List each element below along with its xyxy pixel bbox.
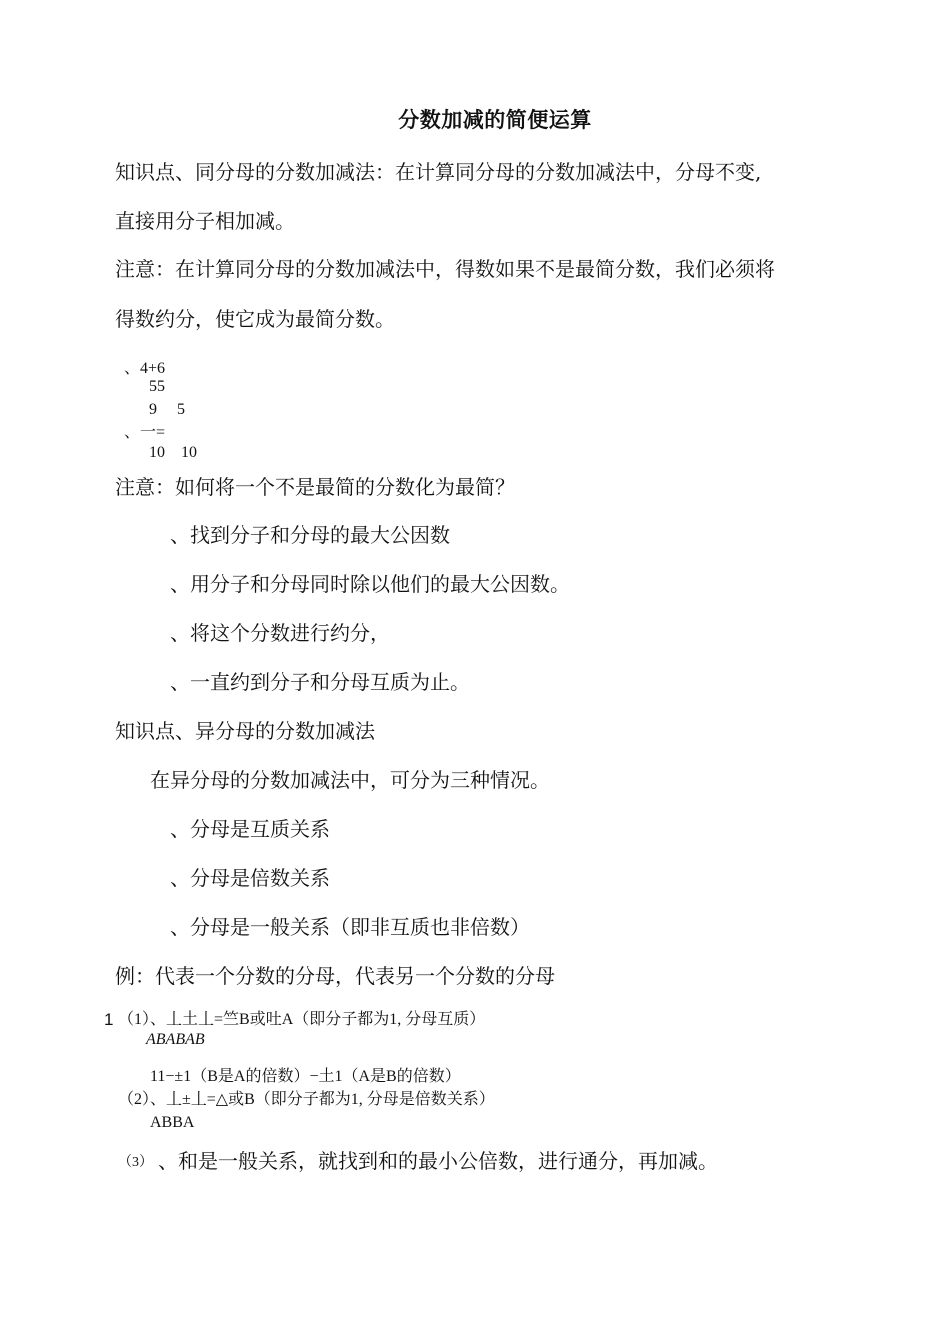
note-1-line-2: 得数约分，使它成为最简分数。: [115, 307, 395, 331]
rule-3: 、和是一般关系，就找到和的最小公倍数，进行通分，再加减。: [158, 1149, 718, 1173]
example-b-numerators: 9 5: [149, 401, 186, 418]
case-2: 、分母是倍数关系: [170, 866, 330, 890]
rule-1-letters: ABABAB: [146, 1031, 205, 1048]
case-1: 、分母是互质关系: [170, 817, 330, 841]
example-b-expression: 、一=: [124, 424, 166, 441]
rule-2-letters: ABBA: [150, 1114, 195, 1131]
knowledge-point-2: 知识点、异分母的分数加减法: [115, 719, 375, 743]
case-3: 、分母是一般关系（即非互质也非倍数）: [170, 915, 530, 939]
rule-1-number: 1: [104, 1010, 114, 1029]
knowledge-point-1-line-2: 直接用分子相加减。: [115, 209, 295, 233]
knowledge-point-1-line-1: 知识点、同分母的分数加减法：在计算同分母的分数加减法中，分母不变,: [115, 160, 762, 184]
rule-2-top: 11−±1（B是A的倍数）−土1（A是B的倍数）: [150, 1068, 461, 1085]
rule-3-number: （3）: [118, 1155, 153, 1170]
example-b-denominators: 10 10: [149, 444, 198, 461]
rule-2: （2）、丄±丄=△或B（即分子都为1, 分母是倍数关系）: [118, 1091, 495, 1108]
rule-1: （1）、丄土丄=竺B或吐A（即分子都为1, 分母互质）: [118, 1011, 486, 1028]
knowledge-point-2-intro: 在异分母的分数加减法中，可分为三种情况。: [150, 768, 550, 792]
example-a-denominators: 55: [149, 378, 165, 395]
note-1-line-1: 注意：在计算同分母的分数加减法中，得数如果不是最简分数，我们必须将: [115, 257, 775, 281]
note-2: 注意：如何将一个不是最简的分数化为最简？: [115, 475, 515, 499]
example-a-expression: 、4+6: [124, 360, 166, 377]
step-3: 、将这个分数进行约分，: [170, 621, 390, 645]
step-1: 、找到分子和分母的最大公因数: [170, 523, 450, 547]
example-intro: 例：代表一个分数的分母，代表另一个分数的分母: [115, 964, 555, 988]
step-4: 、一直约到分子和分母互质为止。: [170, 670, 470, 694]
step-2: 、用分子和分母同时除以他们的最大公因数。: [170, 572, 570, 596]
page-title: 分数加减的简便运算: [398, 108, 592, 132]
